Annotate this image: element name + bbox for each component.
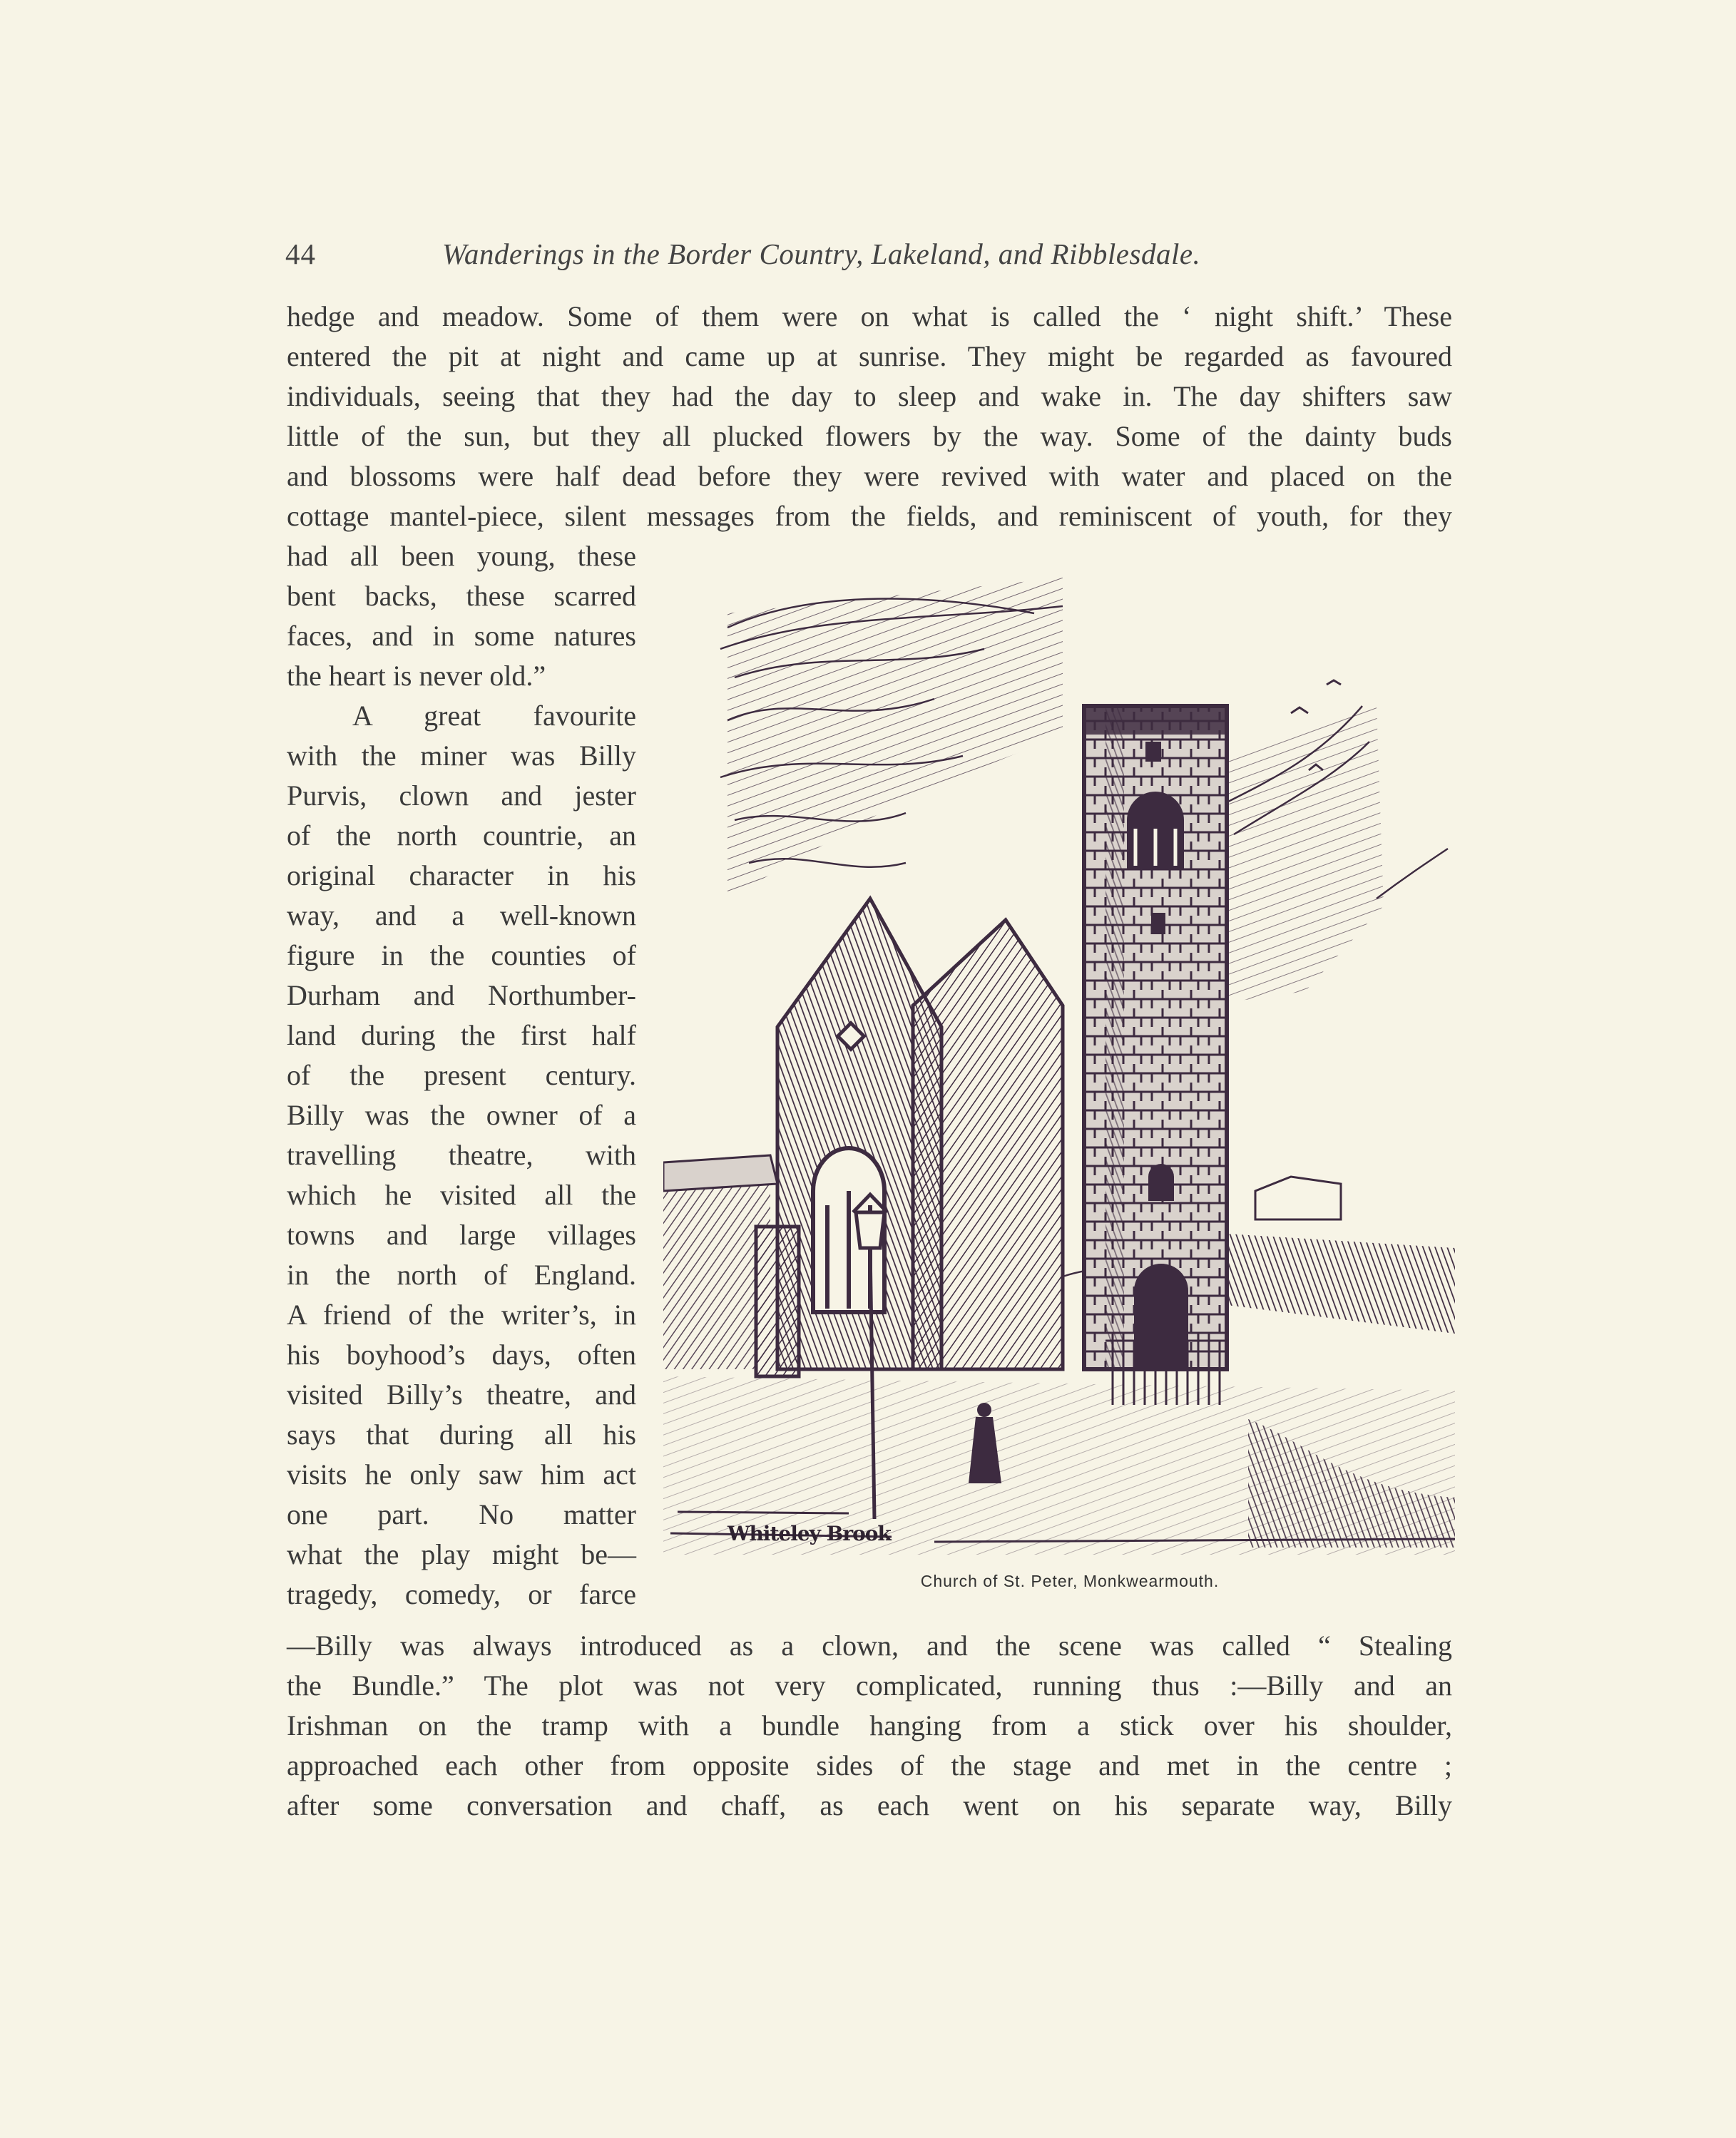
tower-lower-window — [1148, 1164, 1174, 1201]
sky-shading-right — [1205, 706, 1384, 1006]
page-number: 44 — [285, 237, 316, 270]
body-line: after some conversation and chaff, as each went on his separate way, Billy — [287, 1789, 1452, 1821]
church-drawing — [663, 563, 1461, 1555]
body-line: and blossoms were half dead before they were revived with water and placed on the — [287, 460, 1452, 492]
body-line: Irishman on the tramp with a bundle hanging from a stick over his shoulder, — [287, 1709, 1452, 1741]
church-illustration — [663, 563, 1461, 1555]
column-line: what the play might be— — [287, 1538, 636, 1570]
left-roof — [663, 1155, 777, 1191]
column-line: A friend of the writer’s, in — [287, 1299, 636, 1331]
tower-doorway — [1134, 1264, 1188, 1369]
column-line: faces, and in some natures — [287, 620, 636, 652]
column-line: original character in his — [287, 859, 636, 891]
figure-caption: Church of St. Peter, Monkwearmouth. — [920, 1572, 1220, 1590]
column-line: of the present century. — [287, 1059, 636, 1091]
running-title: Wanderings in the Border Country, Lakeland, and Ribblesdale. — [442, 237, 1201, 270]
tower-small-window — [1151, 913, 1165, 934]
column-line: travelling theatre, with — [287, 1139, 636, 1171]
sky-shading — [727, 578, 1063, 899]
column-line: land during the first half — [287, 1019, 636, 1051]
column-line: Billy was the owner of a — [287, 1099, 636, 1131]
column-line: way, and a well-known — [287, 899, 636, 931]
body-line: individuals, seeing that they had the day to sleep and wake in. The day shifters saw — [287, 380, 1452, 412]
column-line: with the miner was Billy — [287, 740, 636, 772]
column-line: says that during all his — [287, 1418, 636, 1451]
body-line: hedge and meadow. Some of them were on what is called the ‘ night shift.’ These — [287, 300, 1452, 332]
page-header — [285, 237, 1455, 272]
column-line: visited Billy’s theatre, and — [287, 1379, 636, 1411]
column-line: of the north countrie, an — [287, 819, 636, 851]
column-line: one part. No matter — [287, 1498, 636, 1530]
column-line-indent: A great favourite — [352, 700, 636, 732]
column-line: had all been young, these — [287, 540, 636, 572]
column-line: bent backs, these scarred — [287, 580, 636, 612]
right-wall — [1227, 1234, 1455, 1334]
body-line: approached each other from opposite sides of the stage and met in the centre ; — [287, 1749, 1452, 1781]
body-line: cottage mantel-piece, silent messages from the fields, and reminiscent of youth, for they — [287, 500, 1452, 532]
right-cottage — [1255, 1177, 1341, 1219]
column-line: visits he only saw him act — [287, 1458, 636, 1490]
tower-shadow — [1106, 706, 1124, 1369]
column-line: the heart is never old.” — [287, 660, 546, 692]
column-line: towns and large villages — [287, 1219, 636, 1251]
body-line: —Billy was always introduced as a clown, and the scene was called “ Stealing — [287, 1630, 1452, 1662]
column-line: Purvis, clown and jester — [287, 779, 636, 812]
left-wall — [663, 1177, 770, 1369]
column-line: in the north of England. — [287, 1259, 636, 1291]
body-line: entered the pit at night and came up at sunrise. They might be regarded as favoured — [287, 340, 1452, 372]
artist-signature: Whiteley Brook — [727, 1522, 891, 1545]
tower-slit — [1145, 742, 1161, 762]
column-line: Durham and Northumber- — [287, 979, 636, 1011]
body-line: the Bundle.” The plot was not very complicated, running thus :—Billy and an — [287, 1669, 1452, 1702]
column-line: his boyhood’s days, often — [287, 1339, 636, 1371]
column-line: which he visited all the — [287, 1179, 636, 1211]
rear-roof — [913, 920, 1063, 1369]
column-line: figure in the counties of — [287, 939, 636, 971]
body-line: little of the sun, but they all plucked flowers by the way. Some of the dainty buds — [287, 420, 1452, 452]
column-line: tragedy, comedy, or farce — [287, 1578, 636, 1610]
